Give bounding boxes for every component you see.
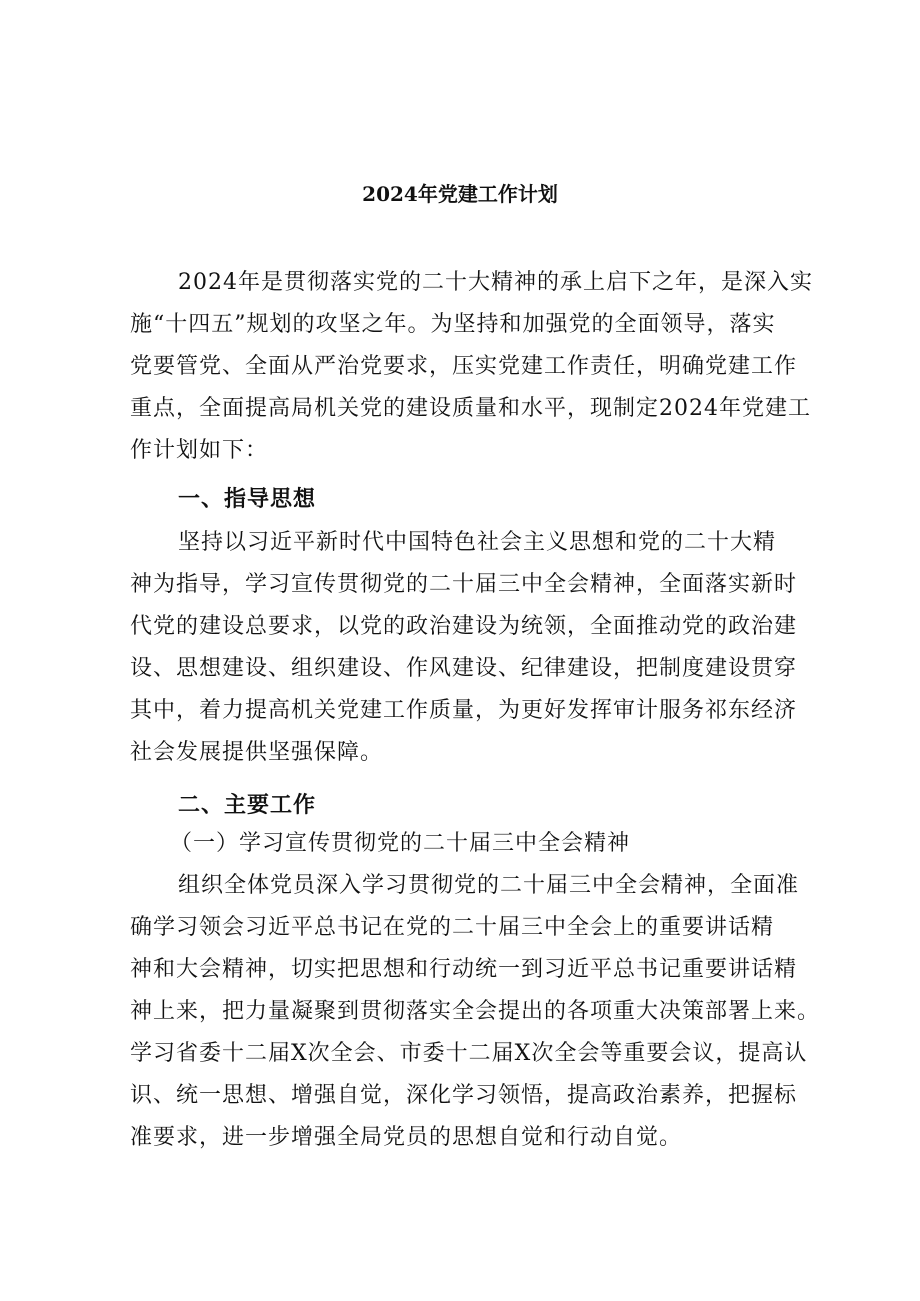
section1-line: 其中，着力提高机关党建工作质量，为更好发挥审计服务祁东经济 xyxy=(130,698,798,723)
subsection-heading: （一）学习宣传贯彻党的二十届三中全会精神 xyxy=(170,831,631,856)
section2-line: 神和大会精神，切实把思想和行动统一到习近平总书记重要讲话精 xyxy=(130,957,798,982)
section2-line: 学习省委十二届X次全会、市委十二届X次全会等重要会议，提高认 xyxy=(130,1041,808,1066)
section1-line: 社会发展提供坚强保障。 xyxy=(130,740,384,765)
intro-line: 施“十四五”规划的攻坚之年。为坚持和加强党的全面领导，落实 xyxy=(130,312,776,337)
intro-line: 2024年是贯彻落实党的二十大精神的承上启下之年，是深入实 xyxy=(178,270,813,295)
section2-line: 识、统一思想、增强自觉，深化学习领悟，提高政治素养，把握标 xyxy=(130,1083,798,1108)
intro-line: 作计划如下： xyxy=(130,438,269,463)
section1-line: 神为指导，学习宣传贯彻党的二十届三中全会精神，全面落实新时 xyxy=(130,572,798,597)
section2-line: 神上来，把力量凝聚到贯彻落实全会提出的各项重大决策部署上来。 xyxy=(130,999,821,1024)
intro-line: 重点，全面提高局机关党的建设质量和水平，现制定2024年党建工 xyxy=(130,396,811,421)
section2-line: 组织全体党员深入学习贯彻党的二十届三中全会精神，全面准 xyxy=(178,873,800,898)
section-heading-main-work: 二、主要工作 xyxy=(178,793,317,818)
section2-line: 准要求，进一步增强全局党员的思想自觉和行动自觉。 xyxy=(130,1125,683,1150)
section2-line: 确学习领会习近平总书记在党的二十届三中全会上的重要讲话精 xyxy=(130,915,775,940)
section1-line: 坚持以习近平新时代中国特色社会主义思想和党的二十大精 xyxy=(178,530,777,555)
section1-line: 代党的建设总要求，以党的政治建设为统领，全面推动党的政治建 xyxy=(130,614,798,639)
section1-line: 设、思想建设、组织建设、作风建设、纪律建设，把制度建设贯穿 xyxy=(130,656,798,681)
intro-line: 党要管党、全面从严治党要求，压实党建工作责任，明确党建工作 xyxy=(130,354,798,379)
section-heading-guiding-ideology: 一、指导思想 xyxy=(178,487,317,512)
document-title: 2024年党建工作计划 xyxy=(362,182,558,206)
